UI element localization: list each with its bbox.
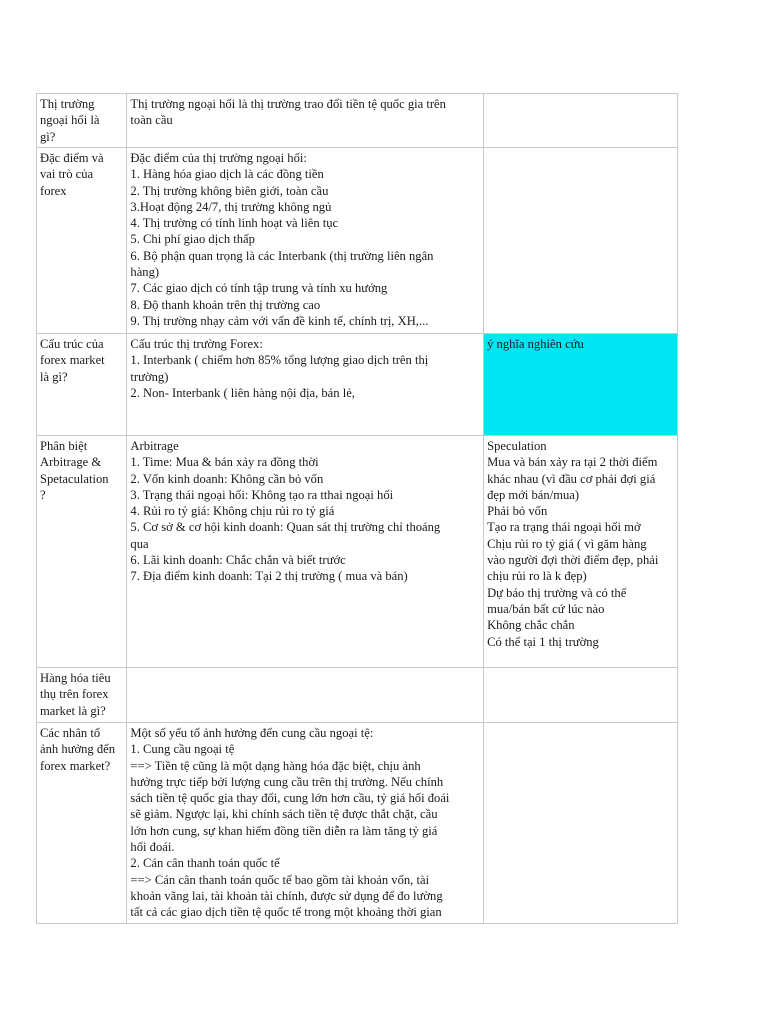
answer-text: Arbitrage 1. Time: Mua & bán xảy ra đồng thời 2. Vốn kinh doanh: Không cần bỏ vốn 3. Trạng thái ngoại hối: Không tạo ra tthai ngoại hối 4. Rủi ro tỷ giá: Không chịu rủi ro tỷ giá 5. Cơ sở & cơ hội kinh doanh: Quan sát thị trường chỉ thoáng qua 6. Lãi kinh doanh: Chắc chắn và biết trước 7. Địa điểm kinh doanh: Tại 2 thị trường ( mua và bán) (130, 439, 441, 584)
highlight-note-cell (484, 334, 678, 436)
question-text: Đặc điểm và vai trò của forex (40, 151, 104, 198)
question-cell (37, 148, 127, 334)
question-cell (37, 334, 127, 436)
question-cell (37, 723, 127, 924)
answer-text: Đặc điểm của thị trường ngoại hối: 1. Hàng hóa giao dịch là các đồng tiền 2. Thị trường không biên giới, toàn cầu 3.Hoạt động 24/7, thị trường không ngủ 4. Thị trường có tính linh hoạt và liên tục 5. Chi phí giao dịch thấp 6. Bộ phận quan trọng là các Interbank (thị trường liên ngân hàng) 7. Các giao dịch có tính tập trung và tính xu hướng 8. Độ thanh khoản trên thị trường cao 9. Thị trường nhạy cảm với vấn đề kinh tế, chính trị, XH,... (130, 151, 434, 328)
answer-text: Cấu trúc thị trường Forex: 1. Interbank ( chiếm hơn 85% tổng lượng giao dịch trên thị trường) 2. Non- Interbank ( liên hàng nội địa, bán lẻ, (130, 337, 429, 400)
answer-cell (127, 148, 484, 334)
answer-text: Thị trường ngoại hối là thị trường trao đổi tiền tệ quốc gia trên toàn cầu (130, 97, 446, 128)
question-text: Thị trường ngoại hối là gì? (40, 97, 100, 144)
answer-text: Một số yếu tố ảnh hưởng đến cung cầu ngoại tệ: 1. Cung cầu ngoại tệ ==> Tiền tệ cũng là một dạng hàng hóa đặc biệt, chịu ảnh hưởng trực tiếp bởi lượng cung cầu trên thị trường. Nếu chính sách tiền tệ quốc gia thay đổi, cung lớn hơn cầu, tỷ giá hối đoái sẽ giảm. Ngược lại, khi chính sách tiền tệ được thắt chặt, cầu lớn hơn cung, sự khan hiếm đồng tiền diễn ra làm tăng tỷ giá hối đoái. 2. Cán cân thanh toán quốc tế ==> Cán cân thanh toán quốc tế bao gồm tài khoản vốn, tài khoản vãng lai, tài khoản tài chính, được sử dụng để đo lường tất cả các giao dịch tiền tệ quốc tế trong một khoảng thời gian (130, 726, 450, 920)
forex-notes-table (36, 93, 678, 924)
table-row (37, 148, 678, 334)
answer-cell (127, 436, 484, 668)
answer-cell (127, 723, 484, 924)
table-row (37, 334, 678, 436)
question-text: Các nhân tố ảnh hưởng đến forex market? (40, 726, 116, 773)
note-cell (484, 94, 678, 148)
question-cell (37, 94, 127, 148)
question-cell (37, 668, 127, 723)
note-text: Speculation Mua và bán xảy ra tại 2 thời điểm khác nhau (vì đầu cơ phải đợi giá đẹp mới bán/mua) Phải bỏ vốn Tạo ra trạng thái ngoại hối mở Chịu rủi ro tỷ giá ( vì găm hàng vào người đợi thời điểm đẹp, phải chịu rủi ro là k đẹp) Dự báo thị trường và có thể mua/bán bất cứ lúc nào Không chắc chắn Có thể tại 1 thị trường (487, 439, 659, 649)
answer-cell (127, 94, 484, 148)
table-row (37, 94, 678, 148)
table-row (37, 436, 678, 668)
note-cell (484, 723, 678, 924)
note-cell (484, 668, 678, 723)
answer-cell (127, 334, 484, 436)
table-row (37, 723, 678, 924)
table-row (37, 668, 678, 723)
question-cell (37, 436, 127, 668)
note-text: ý nghĩa nghiên cứu (487, 337, 584, 351)
question-text: Hàng hóa tiêu thụ trên forex market là gì? (40, 671, 111, 718)
answer-cell (127, 668, 484, 723)
question-text: Phân biệt Arbitrage & Spetaculation ? (40, 439, 109, 502)
note-cell (484, 148, 678, 334)
question-text: Cấu trúc của forex market là gì? (40, 337, 105, 384)
note-cell (484, 436, 678, 668)
